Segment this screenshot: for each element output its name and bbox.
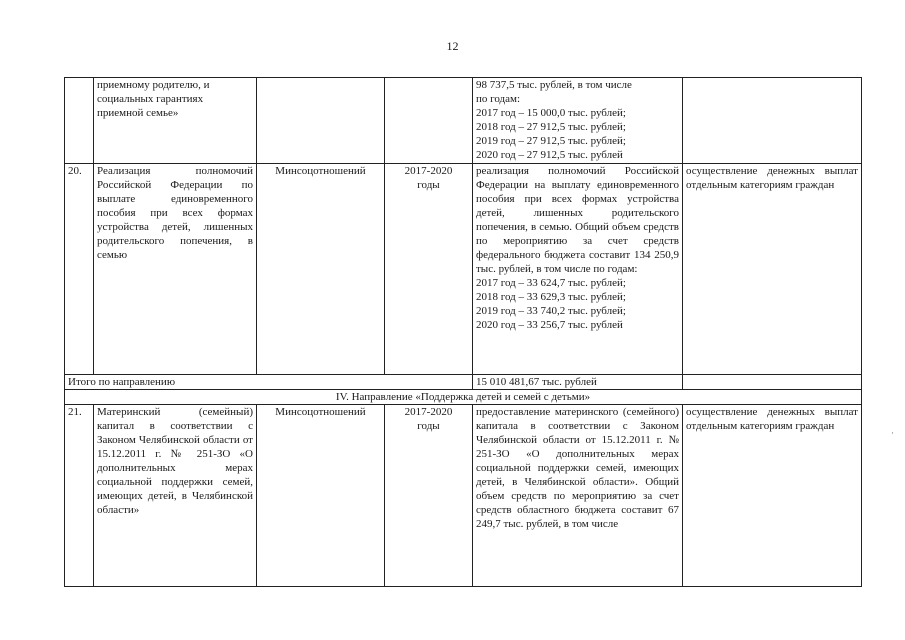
funding-cell: реализация полномочий Российской Федерации на выплату единовременного пособия при всех формах устройства детей, лишенных родительского попечения, в семью. Общий объем средств по мероприятию за счет средств федерального бюджета составит 134 250,9 тыс. рублей, в том числе по годам: 2017 год – 33 624,7 тыс. рублей; 2018 год – 33 629,3 тыс. рублей; 2019 год – 33 740,2 тыс. рублей; 2020 год – 33 256,7 тыс. рублей	[473, 164, 683, 375]
executor-cell: Минсоцотношений	[257, 164, 385, 375]
row-number-cell: 21.	[65, 405, 94, 587]
page-number: 12	[446, 39, 459, 53]
table-row	[65, 164, 862, 375]
measure-name-cell: Реализация полномочий Российской Федерации по выплате единовременного пособия при всех формах устройства детей, лишенных родительского попечения, в семью	[94, 164, 257, 375]
executor-cell	[257, 78, 385, 164]
scan-mark: ·	[891, 428, 894, 438]
row-number-cell: 20.	[65, 164, 94, 375]
measure-name-cell: приемному родителю, и социальных гарантиях приемной семье»	[94, 78, 257, 164]
table-row-continuation	[65, 78, 862, 164]
total-row	[65, 375, 862, 390]
result-cell	[683, 78, 862, 164]
term-cell	[385, 78, 473, 164]
section-title: IV. Направление «Поддержка детей и семей с детьми»	[65, 390, 862, 405]
term-cell: 2017-2020 годы	[385, 164, 473, 375]
funding-cell: предоставление материнского (семейного) капитала в соответствии с Законом Челябинской области от 15.12.2011 г. № 251-ЗО «О дополнительных мерах социальной поддержки семей, имеющих детей, в Челябинской области». Общий объем средств по мероприятию за счет средств областного бюджета составит 67 249,7 тыс. рублей, в том числе	[473, 405, 683, 587]
measures-table	[64, 77, 862, 587]
table-row	[65, 405, 862, 587]
funding-cell: 98 737,5 тыс. рублей, в том числе по годам: 2017 год – 15 000,0 тыс. рублей; 2018 год – 27 912,5 тыс. рублей; 2019 год – 27 912,5 тыс. рублей; 2020 год – 27 912,5 тыс. рублей	[473, 78, 683, 164]
executor-cell: Минсоцотношений	[257, 405, 385, 587]
result-cell: осуществление денежных выплат отдельным категориям граждан	[683, 164, 862, 375]
term-cell: 2017-2020 годы	[385, 405, 473, 587]
measure-name-cell: Материнский (семейный) капитал в соответствии с Законом Челябинской области от 15.12.2011 г. № 251-ЗО «О дополнительных мерах социальной поддержки семей, имеющих детей, в Челябинской области»	[94, 405, 257, 587]
total-label: Итого по направлению	[65, 375, 473, 390]
total-value: 15 010 481,67 тыс. рублей	[473, 375, 683, 390]
result-cell	[683, 375, 862, 390]
row-number-cell	[65, 78, 94, 164]
section-header-row	[65, 390, 862, 405]
result-cell: осуществление денежных выплат отдельным категориям граждан	[683, 405, 862, 587]
